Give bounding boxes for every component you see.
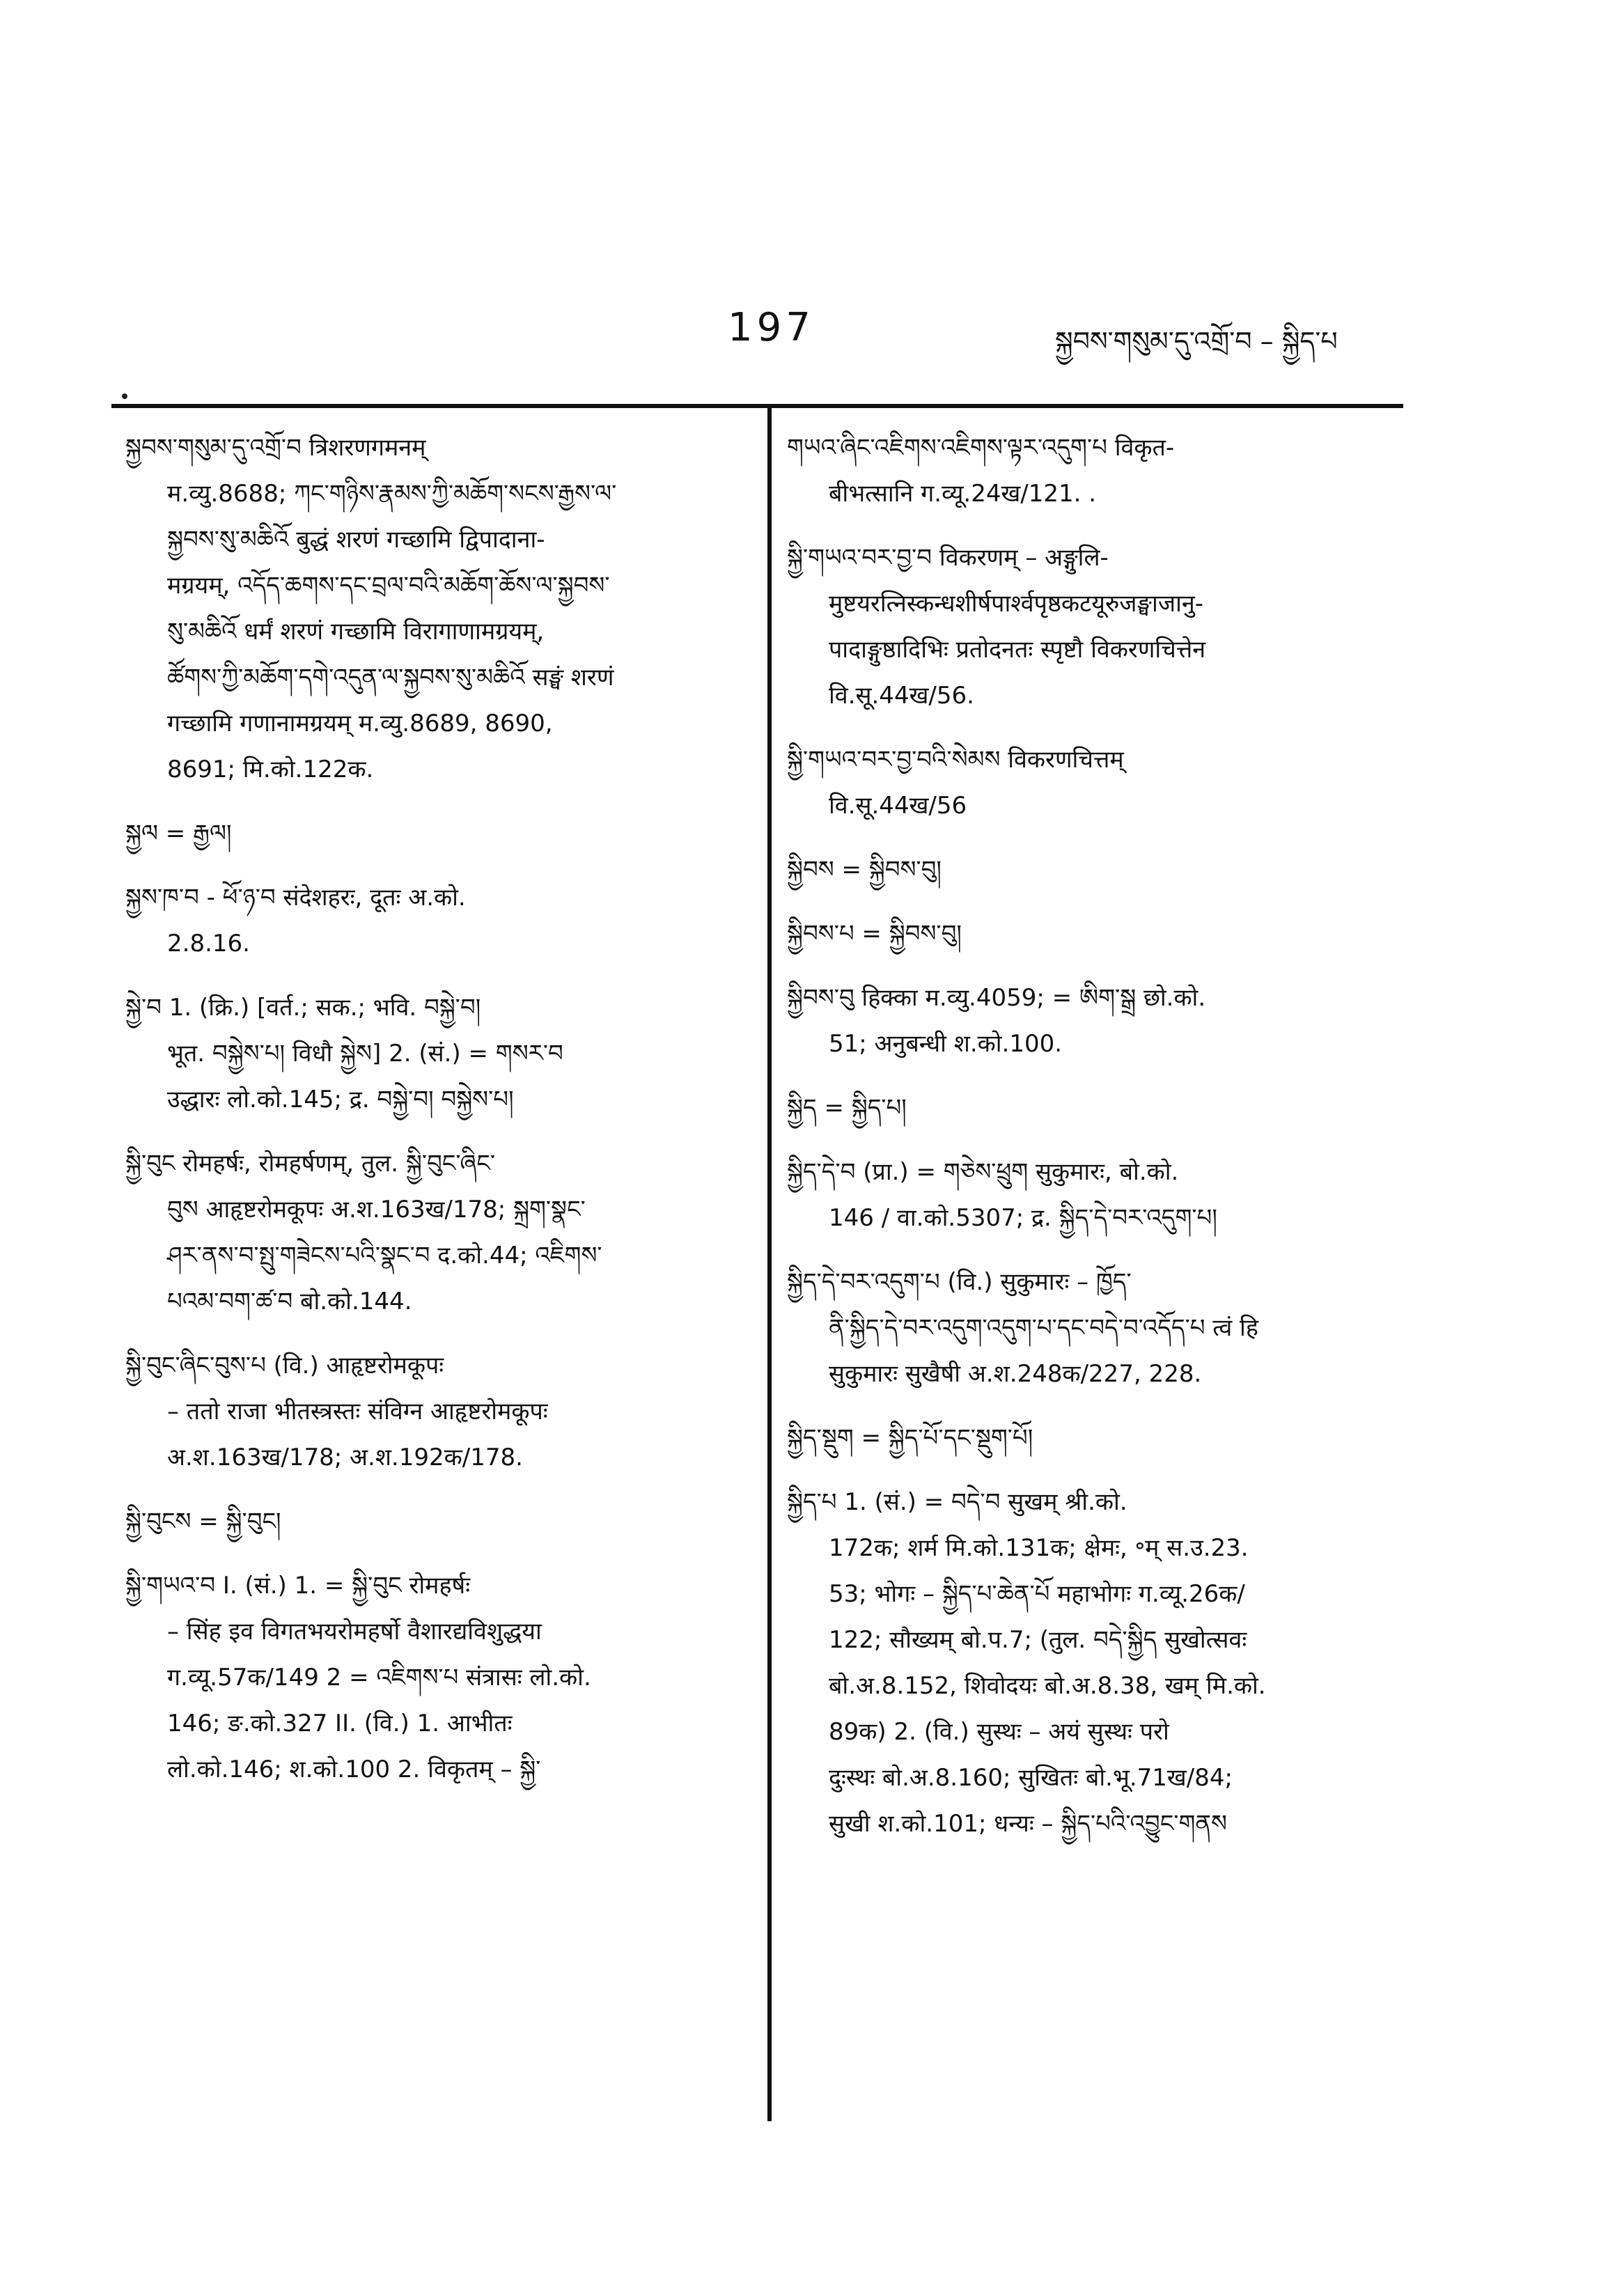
entry-body-line: मुष्टयरत्निस्कन्धशीर्षपार्श्वपृष्ठकटयूरुजङ्घाजानु- xyxy=(829,590,1204,618)
entry-body-line: वि.सू.44ख/56 xyxy=(829,792,967,820)
dictionary-entry xyxy=(787,535,1400,719)
entry-body-line: 51; अनुबन्धी श.को.100. xyxy=(829,1030,1063,1058)
entry-headword-line: སྐྱི་བུང रोमहर्षः, रोमहर्षणम्, तुल. སྐྱི་བུང་ཞིང་ xyxy=(125,1150,496,1178)
entry-body-line: बीभत्सानि ग.व्यू.24ख/121. . xyxy=(829,480,1097,508)
entry-body-line: सुखी श.को.101; धन्यः – སྐྱིད་པའི་འབྱུང་གནས xyxy=(829,1810,1228,1838)
dictionary-entry xyxy=(787,911,1400,957)
entry-body-line: गच्छामि गणानामग्रयम् म.व्यु.8689, 8690, xyxy=(167,710,553,737)
entry-headword-line: སྐྱིབས་པ = སྐྱིབས་བུ། xyxy=(787,920,962,948)
entry-body-line: སུ་མཆིའོ धर्मं शरणं गच्छामि विरागाणामग्रयम्, xyxy=(167,618,545,646)
entry-body-line: 146; ङ.को.327 II. (वि.) 1. आभीतः xyxy=(167,1710,513,1737)
entry-headword-line: སྐྱལ = རྒྱལ། xyxy=(125,820,232,847)
left-column xyxy=(125,425,745,1811)
entry-body-line: ग.व्यू.57क/149 2 = འཇིགས་པ संत्रासः लो.को. xyxy=(167,1664,591,1692)
entry-headword-line: སྐྱི་གཡའ་བར་བྱ་བ विकरणम् – अङ्गुलि- xyxy=(787,544,1109,572)
entry-headword-line: གཡའ་ཞིང་འཇིགས་འཇིགས་ལྟར་འདུག་པ विकृत- xyxy=(787,434,1175,462)
entry-headword-line: སྐྱི་བུངས = སྐྱི་བུང། xyxy=(125,1508,281,1536)
entry-body-line: उद्धारः लो.को.145; द्र. བསྐྱེ་བ། བསྐྱེས་པ། xyxy=(167,1086,514,1114)
entry-headword-line: སྐྱིབས = སྐྱིབས་བུ། xyxy=(787,856,942,884)
entry-headword-line: སྐྱིད = སྐྱིད་པ། xyxy=(787,1094,907,1122)
entry-body-line: अ.श.163ख/178; अ.श.192क/178. xyxy=(167,1444,523,1471)
entry-body-line: सुकुमारः सुखैषी अ.श.248क/227, 228. xyxy=(829,1360,1202,1388)
dictionary-entry xyxy=(787,1149,1400,1241)
entry-body-line: སྐྱབས་སུ་མཆིའོ बुद्धं शरणं गच्छामि द्विपादाना- xyxy=(167,526,545,554)
header-rule xyxy=(111,404,1403,408)
dictionary-entry xyxy=(125,985,745,1123)
entry-headword-line: སྐྱིད་སྡུག = སྐྱིད་པོ་དང་སྡུག་པོ། xyxy=(787,1424,1033,1452)
entry-headword-line: སྐྱིབས་བུ हिक्का म.व्यु.4059; = ཨིག་སྒྲ छो.को. xyxy=(787,984,1206,1012)
entry-headword-line: སྐྱས་ཁ་བ - ཕོ་ཉ་བ संदेशहरः, दूतः अ.को. xyxy=(125,884,466,912)
entry-body-line: 8691; मि.को.122क. xyxy=(167,756,374,783)
entry-body-line: वि.सू.44ख/56. xyxy=(829,682,974,710)
page-number: 197 xyxy=(728,305,815,350)
entry-body-line: म.व्यु.8688; ཀང་གཉིས་རྣམས་ཀྱི་མཆོག་སངས་རྒྱས་ལ་ xyxy=(167,480,617,508)
entry-body-line: ནི་སྐྱིད་དེ་བར་འདུག་འདུག་པ་དང་བདེ་བ་འདོད་པ त्वं हि xyxy=(829,1314,1258,1342)
right-column xyxy=(787,425,1400,1865)
entry-headword-line: སྐྱི་བུང་ཞིང་བུས་པ (वि.) आहृष्टरोमकूपः xyxy=(125,1352,444,1380)
entry-body-line: 53; भोगः – སྐྱིད་པ་ཆེན་པོ महाभोगः ग.व्यू.26क/ xyxy=(829,1580,1245,1608)
entry-headword-line: སྐྱི་གཡའ་བ I. (सं.) 1. = སྐྱི་བུང रोमहर्षः xyxy=(125,1572,471,1600)
entry-body-line: दुःस्थः बो.अ.8.160; सुखितः बो.भू.71ख/84; xyxy=(829,1764,1233,1792)
dictionary-entry xyxy=(125,425,745,792)
entry-body-line: 2.8.16. xyxy=(167,930,250,958)
column-divider xyxy=(767,408,772,2121)
entry-headword-line: སྐྱབས་གསུམ་དུ་འགྲོ་བ त्रिशरणगमनम् xyxy=(125,434,426,462)
dictionary-entry xyxy=(787,737,1400,829)
dictionary-entry xyxy=(787,1085,1400,1131)
entry-body-line: भूत. བསྐྱེས་པ། विधौ སྐྱེས] 2. (सं.) = གསར་བ xyxy=(167,1040,563,1068)
entry-body-line: པའམ་བག་ཚ་བ बो.को.144. xyxy=(167,1288,412,1315)
entry-body-line: बो.अ.8.152, शिवोदयः बो.अ.8.38, खम् मि.को. xyxy=(829,1672,1266,1700)
dictionary-entry xyxy=(787,1415,1400,1461)
entry-headword-line: སྐྱིད་པ 1. (सं.) = བདེ་བ सुखम् श्री.को. xyxy=(787,1488,1127,1516)
dictionary-entry xyxy=(787,425,1400,517)
dictionary-entry xyxy=(125,1343,745,1481)
entry-body-line: – सिंह इव विगतभयरोमहर्षो वैशारद्यविशुद्धया xyxy=(167,1618,542,1646)
dictionary-entry xyxy=(125,1499,745,1545)
dictionary-entry xyxy=(125,875,745,967)
entry-headword-line: སྐྱིད་དེ་བ (प्रा.) = གཅེས་ཕྲུག सुकुमारः, बो.को. xyxy=(787,1158,1179,1186)
entry-body-line: लो.को.146; श.को.100 2. विकृतम् – སྐྱི་ xyxy=(167,1756,541,1783)
dictionary-entry xyxy=(125,1563,745,1792)
entry-body-line: བུས आहृष्टरोमकूपः अ.श.163ख/178; སྐྲག་སྣང་ xyxy=(167,1196,586,1224)
entry-body-line: 146 / वा.को.5307; द्र. སྐྱིད་དེ་བར་འདུག་པ། xyxy=(829,1204,1217,1232)
dictionary-entry xyxy=(125,1141,745,1325)
dictionary-entry xyxy=(125,811,745,857)
dictionary-entry xyxy=(787,1479,1400,1847)
entry-headword-line: སྐྱིད་དེ་བར་འདུག་པ (वि.) सुकुमारः – ཁྱོད་ xyxy=(787,1268,1132,1296)
dictionary-entry xyxy=(787,1259,1400,1397)
entry-body-line: ཤར་ནས་བ་སྤུ་གཟེངས་པའི་སྣང་བ द.को.44; འཇིགས་ xyxy=(167,1242,602,1270)
entry-body-line: 122; सौख्यम् बो.प.7; (तुल. བདེ་སྐྱིད सुखोत्सवः xyxy=(829,1626,1247,1654)
dictionary-entry xyxy=(787,975,1400,1067)
entry-headword-line: སྐྱི་གཡའ་བར་བྱ་བའི་སེམས विकरणचित्तम् xyxy=(787,746,1124,774)
entry-body-line: – ततो राजा भीतस्त्रस्तः संविग्न आहृष्टरोमकूपः xyxy=(167,1398,548,1425)
entry-body-line: मग्रयम्, འདོད་ཆགས་དང་བྲལ་བའི་མཆོག་ཆོས་ལ་སྐྱབས་ xyxy=(167,572,610,600)
entry-body-line: 89क) 2. (वि.) सुस्थः – अयं सुस्थः परो xyxy=(829,1718,1169,1746)
entry-body-line: ཚོགས་ཀྱི་མཆོག་དགེ་འདུན་ལ་སྐྱབས་སུ་མཆིའོ सङ्घं शरणं xyxy=(167,664,614,692)
running-head: སྐྱབས་གསུམ་དུ་འགྲོ་བ – སྐྱིད་པ xyxy=(1055,326,1338,357)
stray-dot xyxy=(122,393,127,399)
entry-body-line: पादाङ्गुष्ठादिभिः प्रतोदनतः स्पृष्टौ विकरणचित्तेन xyxy=(829,636,1206,664)
entry-headword-line: སྐྱེ་བ 1. (क्रि.) [वर्त.; सक.; भवि. བསྐྱེ་བ། xyxy=(125,994,481,1022)
entry-body-line: 172क; शर्म मि.को.131क; क्षेमः, ॰म् स.उ.23. xyxy=(829,1534,1249,1562)
dictionary-entry xyxy=(787,847,1400,893)
